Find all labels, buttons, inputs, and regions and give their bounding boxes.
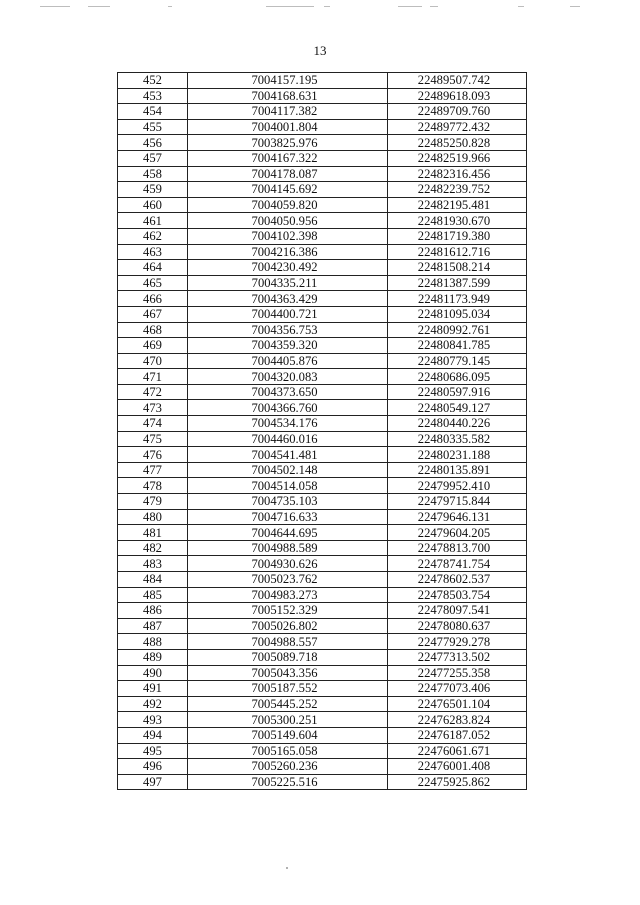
point-number-cell: 461: [118, 213, 188, 229]
point-number-cell: 465: [118, 275, 188, 291]
table-row: [118, 353, 527, 369]
point-number-cell: 475: [118, 431, 188, 447]
table-row: [118, 759, 527, 775]
x-coordinate-cell: 7004988.557: [188, 634, 388, 650]
x-coordinate-cell: 7004167.322: [188, 150, 388, 166]
x-coordinate-cell: 7004735.103: [188, 494, 388, 510]
point-number-cell: 492: [118, 696, 188, 712]
table-row: [118, 306, 527, 322]
y-coordinate-cell: 22478097.541: [388, 603, 527, 619]
x-coordinate-cell: 7004050.956: [188, 213, 388, 229]
table-row: [118, 618, 527, 634]
x-coordinate-cell: 7004644.695: [188, 525, 388, 541]
table-row: [118, 369, 527, 385]
y-coordinate-cell: 22489618.093: [388, 88, 527, 104]
table-row: [118, 712, 527, 728]
x-coordinate-cell: 7004502.148: [188, 462, 388, 478]
point-number-cell: 476: [118, 447, 188, 463]
table-row: [118, 665, 527, 681]
y-coordinate-cell: 22489507.742: [388, 73, 527, 89]
x-coordinate-cell: 7005043.356: [188, 665, 388, 681]
x-coordinate-cell: 7004363.429: [188, 291, 388, 307]
table-row: [118, 525, 527, 541]
y-coordinate-cell: 22478080.637: [388, 618, 527, 634]
table-row: [118, 649, 527, 665]
point-number-cell: 453: [118, 88, 188, 104]
x-coordinate-cell: 7004716.633: [188, 509, 388, 525]
point-number-cell: 481: [118, 525, 188, 541]
table-row: [118, 681, 527, 697]
table-row: [118, 447, 527, 463]
point-number-cell: 497: [118, 774, 188, 790]
point-number-cell: 473: [118, 400, 188, 416]
x-coordinate-cell: 7005149.604: [188, 727, 388, 743]
point-number-cell: 470: [118, 353, 188, 369]
x-coordinate-cell: 7005026.802: [188, 618, 388, 634]
y-coordinate-cell: 22478813.700: [388, 540, 527, 556]
x-coordinate-cell: 7003825.976: [188, 135, 388, 151]
point-number-cell: 462: [118, 228, 188, 244]
scan-artifact-marks: [40, 6, 600, 9]
y-coordinate-cell: 22476283.824: [388, 712, 527, 728]
point-number-cell: 452: [118, 73, 188, 89]
point-number-cell: 463: [118, 244, 188, 260]
table-row: [118, 260, 527, 276]
x-coordinate-cell: 7004373.650: [188, 384, 388, 400]
y-coordinate-cell: 22480686.095: [388, 369, 527, 385]
y-coordinate-cell: 22480335.582: [388, 431, 527, 447]
point-number-cell: 486: [118, 603, 188, 619]
x-coordinate-cell: 7004988.589: [188, 540, 388, 556]
table-row: [118, 322, 527, 338]
table-row: [118, 275, 527, 291]
x-coordinate-cell: 7005165.058: [188, 743, 388, 759]
y-coordinate-cell: 22481173.949: [388, 291, 527, 307]
x-coordinate-cell: 7005089.718: [188, 649, 388, 665]
y-coordinate-cell: 22479646.131: [388, 509, 527, 525]
y-coordinate-cell: 22489709.760: [388, 104, 527, 120]
y-coordinate-cell: 22482195.481: [388, 197, 527, 213]
point-number-cell: 469: [118, 338, 188, 354]
table-row: [118, 743, 527, 759]
scan-speck: [286, 867, 288, 869]
point-number-cell: 496: [118, 759, 188, 775]
table-row: [118, 135, 527, 151]
y-coordinate-cell: 22482519.966: [388, 150, 527, 166]
y-coordinate-cell: 22482316.456: [388, 166, 527, 182]
point-number-cell: 466: [118, 291, 188, 307]
table-row: [118, 166, 527, 182]
point-number-cell: 490: [118, 665, 188, 681]
point-number-cell: 493: [118, 712, 188, 728]
table-row: [118, 88, 527, 104]
x-coordinate-cell: 7004168.631: [188, 88, 388, 104]
x-coordinate-cell: 7004359.320: [188, 338, 388, 354]
x-coordinate-cell: 7004356.753: [188, 322, 388, 338]
y-coordinate-cell: 22485250.828: [388, 135, 527, 151]
y-coordinate-cell: 22478602.537: [388, 572, 527, 588]
point-number-cell: 482: [118, 540, 188, 556]
y-coordinate-cell: 22480779.145: [388, 353, 527, 369]
table-row: [118, 572, 527, 588]
x-coordinate-cell: 7004400.721: [188, 306, 388, 322]
point-number-cell: 474: [118, 416, 188, 432]
point-number-cell: 478: [118, 478, 188, 494]
y-coordinate-cell: 22480549.127: [388, 400, 527, 416]
table-row: [118, 416, 527, 432]
point-number-cell: 480: [118, 509, 188, 525]
point-number-cell: 491: [118, 681, 188, 697]
y-coordinate-cell: 22481612.716: [388, 244, 527, 260]
point-number-cell: 467: [118, 306, 188, 322]
y-coordinate-cell: 22478503.754: [388, 587, 527, 603]
page-number: 13: [313, 43, 327, 58]
coordinates-table-body: [118, 73, 527, 790]
y-coordinate-cell: 22489772.432: [388, 119, 527, 135]
y-coordinate-cell: 22480135.891: [388, 462, 527, 478]
point-number-cell: 477: [118, 462, 188, 478]
x-coordinate-cell: 7004335.211: [188, 275, 388, 291]
table-row: [118, 73, 527, 89]
point-number-cell: 460: [118, 197, 188, 213]
y-coordinate-cell: 22475925.862: [388, 774, 527, 790]
table-row: [118, 587, 527, 603]
y-coordinate-cell: 22476061.671: [388, 743, 527, 759]
x-coordinate-cell: 7004541.481: [188, 447, 388, 463]
table-row: [118, 727, 527, 743]
table-row: [118, 634, 527, 650]
x-coordinate-cell: 7004405.876: [188, 353, 388, 369]
y-coordinate-cell: 22477073.406: [388, 681, 527, 697]
x-coordinate-cell: 7004514.058: [188, 478, 388, 494]
table-row: [118, 384, 527, 400]
x-coordinate-cell: 7004102.398: [188, 228, 388, 244]
x-coordinate-cell: 7004230.492: [188, 260, 388, 276]
point-number-cell: 489: [118, 649, 188, 665]
table-row: [118, 197, 527, 213]
x-coordinate-cell: 7005260.236: [188, 759, 388, 775]
x-coordinate-cell: 7004145.692: [188, 182, 388, 198]
y-coordinate-cell: 22477313.502: [388, 649, 527, 665]
table-row: [118, 478, 527, 494]
x-coordinate-cell: 7005225.516: [188, 774, 388, 790]
y-coordinate-cell: 22478741.754: [388, 556, 527, 572]
table-row: [118, 774, 527, 790]
table-row: [118, 462, 527, 478]
y-coordinate-cell: 22477255.358: [388, 665, 527, 681]
x-coordinate-cell: 7004216.386: [188, 244, 388, 260]
y-coordinate-cell: 22479604.205: [388, 525, 527, 541]
y-coordinate-cell: 22480992.761: [388, 322, 527, 338]
table-row: [118, 104, 527, 120]
point-number-cell: 472: [118, 384, 188, 400]
x-coordinate-cell: 7004983.273: [188, 587, 388, 603]
point-number-cell: 484: [118, 572, 188, 588]
table-row: [118, 556, 527, 572]
point-number-cell: 495: [118, 743, 188, 759]
y-coordinate-cell: 22480440.226: [388, 416, 527, 432]
y-coordinate-cell: 22476001.408: [388, 759, 527, 775]
point-number-cell: 456: [118, 135, 188, 151]
y-coordinate-cell: 22480841.785: [388, 338, 527, 354]
point-number-cell: 458: [118, 166, 188, 182]
y-coordinate-cell: 22476501.104: [388, 696, 527, 712]
point-number-cell: 468: [118, 322, 188, 338]
table-row: [118, 509, 527, 525]
table-row: [118, 182, 527, 198]
y-coordinate-cell: 22479952.410: [388, 478, 527, 494]
point-number-cell: 485: [118, 587, 188, 603]
x-coordinate-cell: 7004178.087: [188, 166, 388, 182]
point-number-cell: 488: [118, 634, 188, 650]
x-coordinate-cell: 7005023.762: [188, 572, 388, 588]
x-coordinate-cell: 7004534.176: [188, 416, 388, 432]
table-row: [118, 291, 527, 307]
x-coordinate-cell: 7004157.195: [188, 73, 388, 89]
x-coordinate-cell: 7004001.804: [188, 119, 388, 135]
x-coordinate-cell: 7004059.820: [188, 197, 388, 213]
y-coordinate-cell: 22477929.278: [388, 634, 527, 650]
point-number-cell: 454: [118, 104, 188, 120]
x-coordinate-cell: 7004930.626: [188, 556, 388, 572]
point-number-cell: 494: [118, 727, 188, 743]
y-coordinate-cell: 22480597.916: [388, 384, 527, 400]
table-row: [118, 119, 527, 135]
x-coordinate-cell: 7004117.382: [188, 104, 388, 120]
x-coordinate-cell: 7005445.252: [188, 696, 388, 712]
y-coordinate-cell: 22481508.214: [388, 260, 527, 276]
point-number-cell: 487: [118, 618, 188, 634]
coordinates-table: [117, 72, 527, 790]
table-row: [118, 213, 527, 229]
y-coordinate-cell: 22481387.599: [388, 275, 527, 291]
point-number-cell: 483: [118, 556, 188, 572]
table-row: [118, 228, 527, 244]
point-number-cell: 471: [118, 369, 188, 385]
point-number-cell: 455: [118, 119, 188, 135]
x-coordinate-cell: 7004320.083: [188, 369, 388, 385]
table-row: [118, 150, 527, 166]
y-coordinate-cell: 22476187.052: [388, 727, 527, 743]
table-row: [118, 244, 527, 260]
table-row: [118, 431, 527, 447]
table-row: [118, 494, 527, 510]
x-coordinate-cell: 7005152.329: [188, 603, 388, 619]
x-coordinate-cell: 7004460.016: [188, 431, 388, 447]
x-coordinate-cell: 7005300.251: [188, 712, 388, 728]
y-coordinate-cell: 22481095.034: [388, 306, 527, 322]
y-coordinate-cell: 22480231.188: [388, 447, 527, 463]
point-number-cell: 479: [118, 494, 188, 510]
y-coordinate-cell: 22481719.380: [388, 228, 527, 244]
x-coordinate-cell: 7005187.552: [188, 681, 388, 697]
x-coordinate-cell: 7004366.760: [188, 400, 388, 416]
table-row: [118, 400, 527, 416]
point-number-cell: 457: [118, 150, 188, 166]
y-coordinate-cell: 22479715.844: [388, 494, 527, 510]
point-number-cell: 459: [118, 182, 188, 198]
y-coordinate-cell: 22482239.752: [388, 182, 527, 198]
table-row: [118, 540, 527, 556]
table-row: [118, 603, 527, 619]
y-coordinate-cell: 22481930.670: [388, 213, 527, 229]
table-row: [118, 696, 527, 712]
table-row: [118, 338, 527, 354]
point-number-cell: 464: [118, 260, 188, 276]
